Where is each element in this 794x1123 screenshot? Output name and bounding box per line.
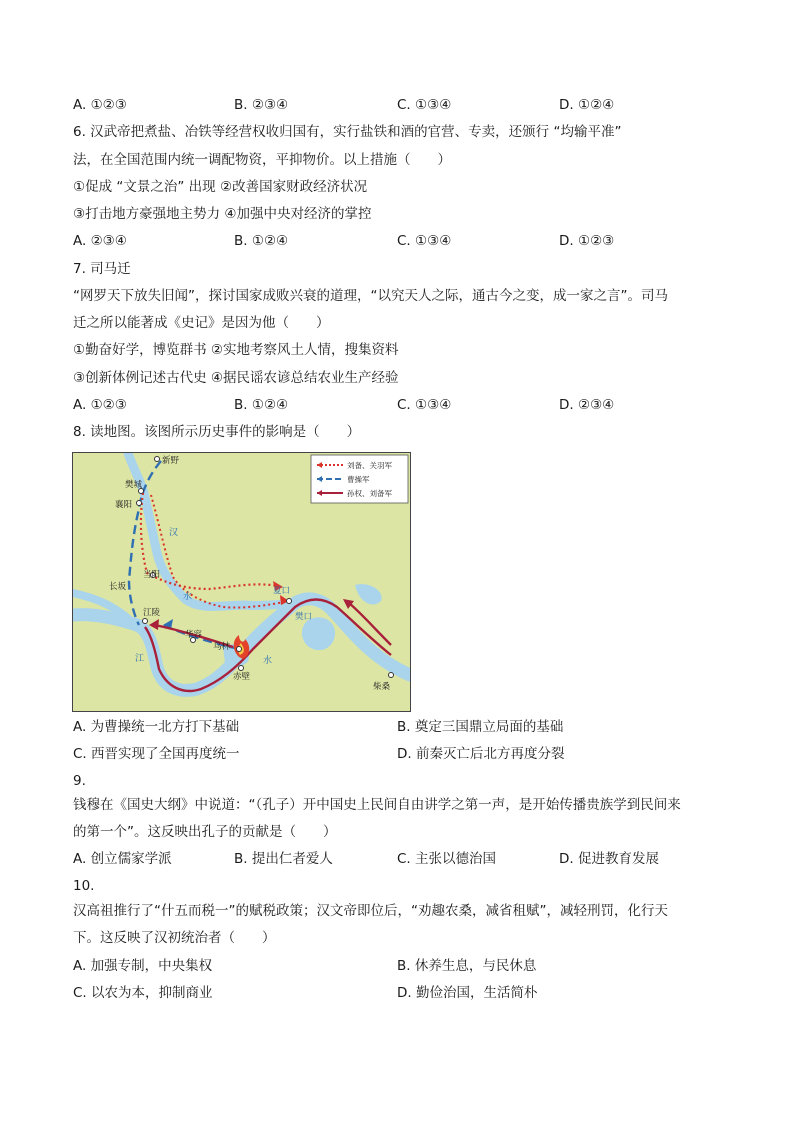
marker-wulin xyxy=(237,647,242,652)
q7-items-line-1: ①勤奋好学，博览群书 ②实地考察风土人情，搜集资料 xyxy=(73,342,399,358)
q6-stem-line-1: 6. 汉武帝把煮盐、冶铁等经营权收归国有，实行盐铁和酒的官营、专卖，还颁行 “均输平准” xyxy=(73,124,622,140)
q9-option-d: D. 促进教育发展 xyxy=(559,851,659,867)
q7-number: 7. 司马迁 xyxy=(73,261,131,277)
river-label-han-shui: 水 xyxy=(183,592,193,602)
place-fancheng: 樊城 xyxy=(125,480,143,490)
q6-items-line-1: ①促成 “文景之治” 出现 ②改善国家财政经济状况 xyxy=(73,179,368,195)
place-dangyang: 当阳 xyxy=(143,570,161,580)
q6-items-line-2: ③打击地方豪强地主势力 ④加强中央对经济的掌控 xyxy=(73,206,372,222)
q6-option-d: D. ①②③ xyxy=(559,233,615,249)
place-changban: 长坂 xyxy=(109,582,127,592)
marker-xiangyang xyxy=(137,501,142,506)
place-xiakou: 夏口 xyxy=(273,586,291,596)
q7-option-b: B. ①②④ xyxy=(234,397,289,413)
q10-option-a: A. 加强专制，中央集权 xyxy=(73,958,213,974)
place-chibi: 赤壁 xyxy=(233,672,251,682)
q8-option-b: B. 奠定三国鼎立局面的基础 xyxy=(397,719,564,735)
q5-option-b: B. ②③④ xyxy=(234,97,289,113)
place-fankou: 樊口 xyxy=(295,612,313,622)
q9-stem-line-1: 钱穆在《国史大纲》中说道：“（孔子）开中国史上民间自由讲学之第一声，是开始传播贵族学到民间来 xyxy=(73,797,681,813)
q7-option-d: D. ②③④ xyxy=(559,397,615,413)
marker-chibi xyxy=(239,666,244,671)
marker-chaisang xyxy=(389,673,394,678)
q8-option-c: C. 西晋实现了全国再度统一 xyxy=(73,746,240,762)
legend-label-caocao: 曹操军 xyxy=(347,475,370,484)
q9-option-c: C. 主张以德治国 xyxy=(397,851,497,867)
q5-option-a: A. ①②③ xyxy=(73,97,127,113)
q7-option-a: A. ①②③ xyxy=(73,397,127,413)
q7-stem-line-1: “网罗天下放失旧闻”，探讨国家成败兴衰的道理，“以究天人之际，通古今之变，成一家之言”。司马 xyxy=(73,288,668,304)
river-label-jiang-shui: 水 xyxy=(263,656,273,666)
q8-stem: 8. 读地图。该图所示历史事件的影响是（ ） xyxy=(73,424,361,440)
river-label-han: 汉 xyxy=(169,528,179,538)
legend-label-sunliu: 孙权、刘备军 xyxy=(347,489,392,498)
q9-stem-line-2: 的第一个”。这反映出孔子的贡献是（ ） xyxy=(73,824,337,840)
marker-xinye xyxy=(155,457,160,462)
q6-option-b: B. ①②④ xyxy=(234,233,289,249)
place-xiangyang: 襄阳 xyxy=(115,500,133,510)
q7-items-line-2: ③创新体例记述古代史 ④据民谣农谚总结农业生产经验 xyxy=(73,370,399,386)
q10-option-c: C. 以农为本，抑制商业 xyxy=(73,985,213,1001)
place-chaisang: 柴桑 xyxy=(373,682,391,692)
q6-stem-line-2: 法，在全国范围内统一调配物资，平抑物价。以上措施（ ） xyxy=(73,152,451,168)
q6-option-a: A. ②③④ xyxy=(73,233,127,249)
q10-option-d: D. 勤俭治国，生活简朴 xyxy=(397,985,538,1001)
q7-option-c: C. ①③④ xyxy=(397,397,452,413)
q8-option-a: A. 为曹操统一北方打下基础 xyxy=(73,719,240,735)
q9-number: 9. xyxy=(73,773,86,789)
q5-option-c: C. ①③④ xyxy=(397,97,452,113)
red-cliffs-battle-map xyxy=(72,452,411,712)
marker-jiangling xyxy=(143,619,148,624)
q9-option-a: A. 创立儒家学派 xyxy=(73,851,172,867)
place-jiangling: 江陵 xyxy=(143,608,161,618)
marker-xiakou xyxy=(287,599,292,604)
q10-stem-line-2: 下。这反映了汉初统治者（ ） xyxy=(73,930,276,946)
q8-option-d: D. 前秦灭亡后北方再度分裂 xyxy=(397,746,565,762)
q10-option-b: B. 休养生息，与民休息 xyxy=(397,958,537,974)
place-xinye: 新野 xyxy=(162,456,180,466)
q5-option-d: D. ①②④ xyxy=(559,97,615,113)
q10-stem-line-1: 汉高祖推行了“什五而税一”的赋税政策；汉文帝即位后，“劝趣农桑，减省租赋”，减轻刑罚，化行天 xyxy=(73,903,668,919)
place-huarong: 华容 xyxy=(185,630,203,640)
q7-stem-line-2: 迁之所以能著成《史记》是因为他（ ） xyxy=(73,315,330,331)
q10-number: 10. xyxy=(73,878,95,894)
q6-option-c: C. ①③④ xyxy=(397,233,452,249)
river-label-jiang: 江 xyxy=(135,654,145,664)
q9-option-b: B. 提出仁者爱人 xyxy=(234,851,333,867)
legend-label-liubei: 刘备、关羽军 xyxy=(347,461,392,470)
place-wulin: 乌林 xyxy=(213,642,231,652)
